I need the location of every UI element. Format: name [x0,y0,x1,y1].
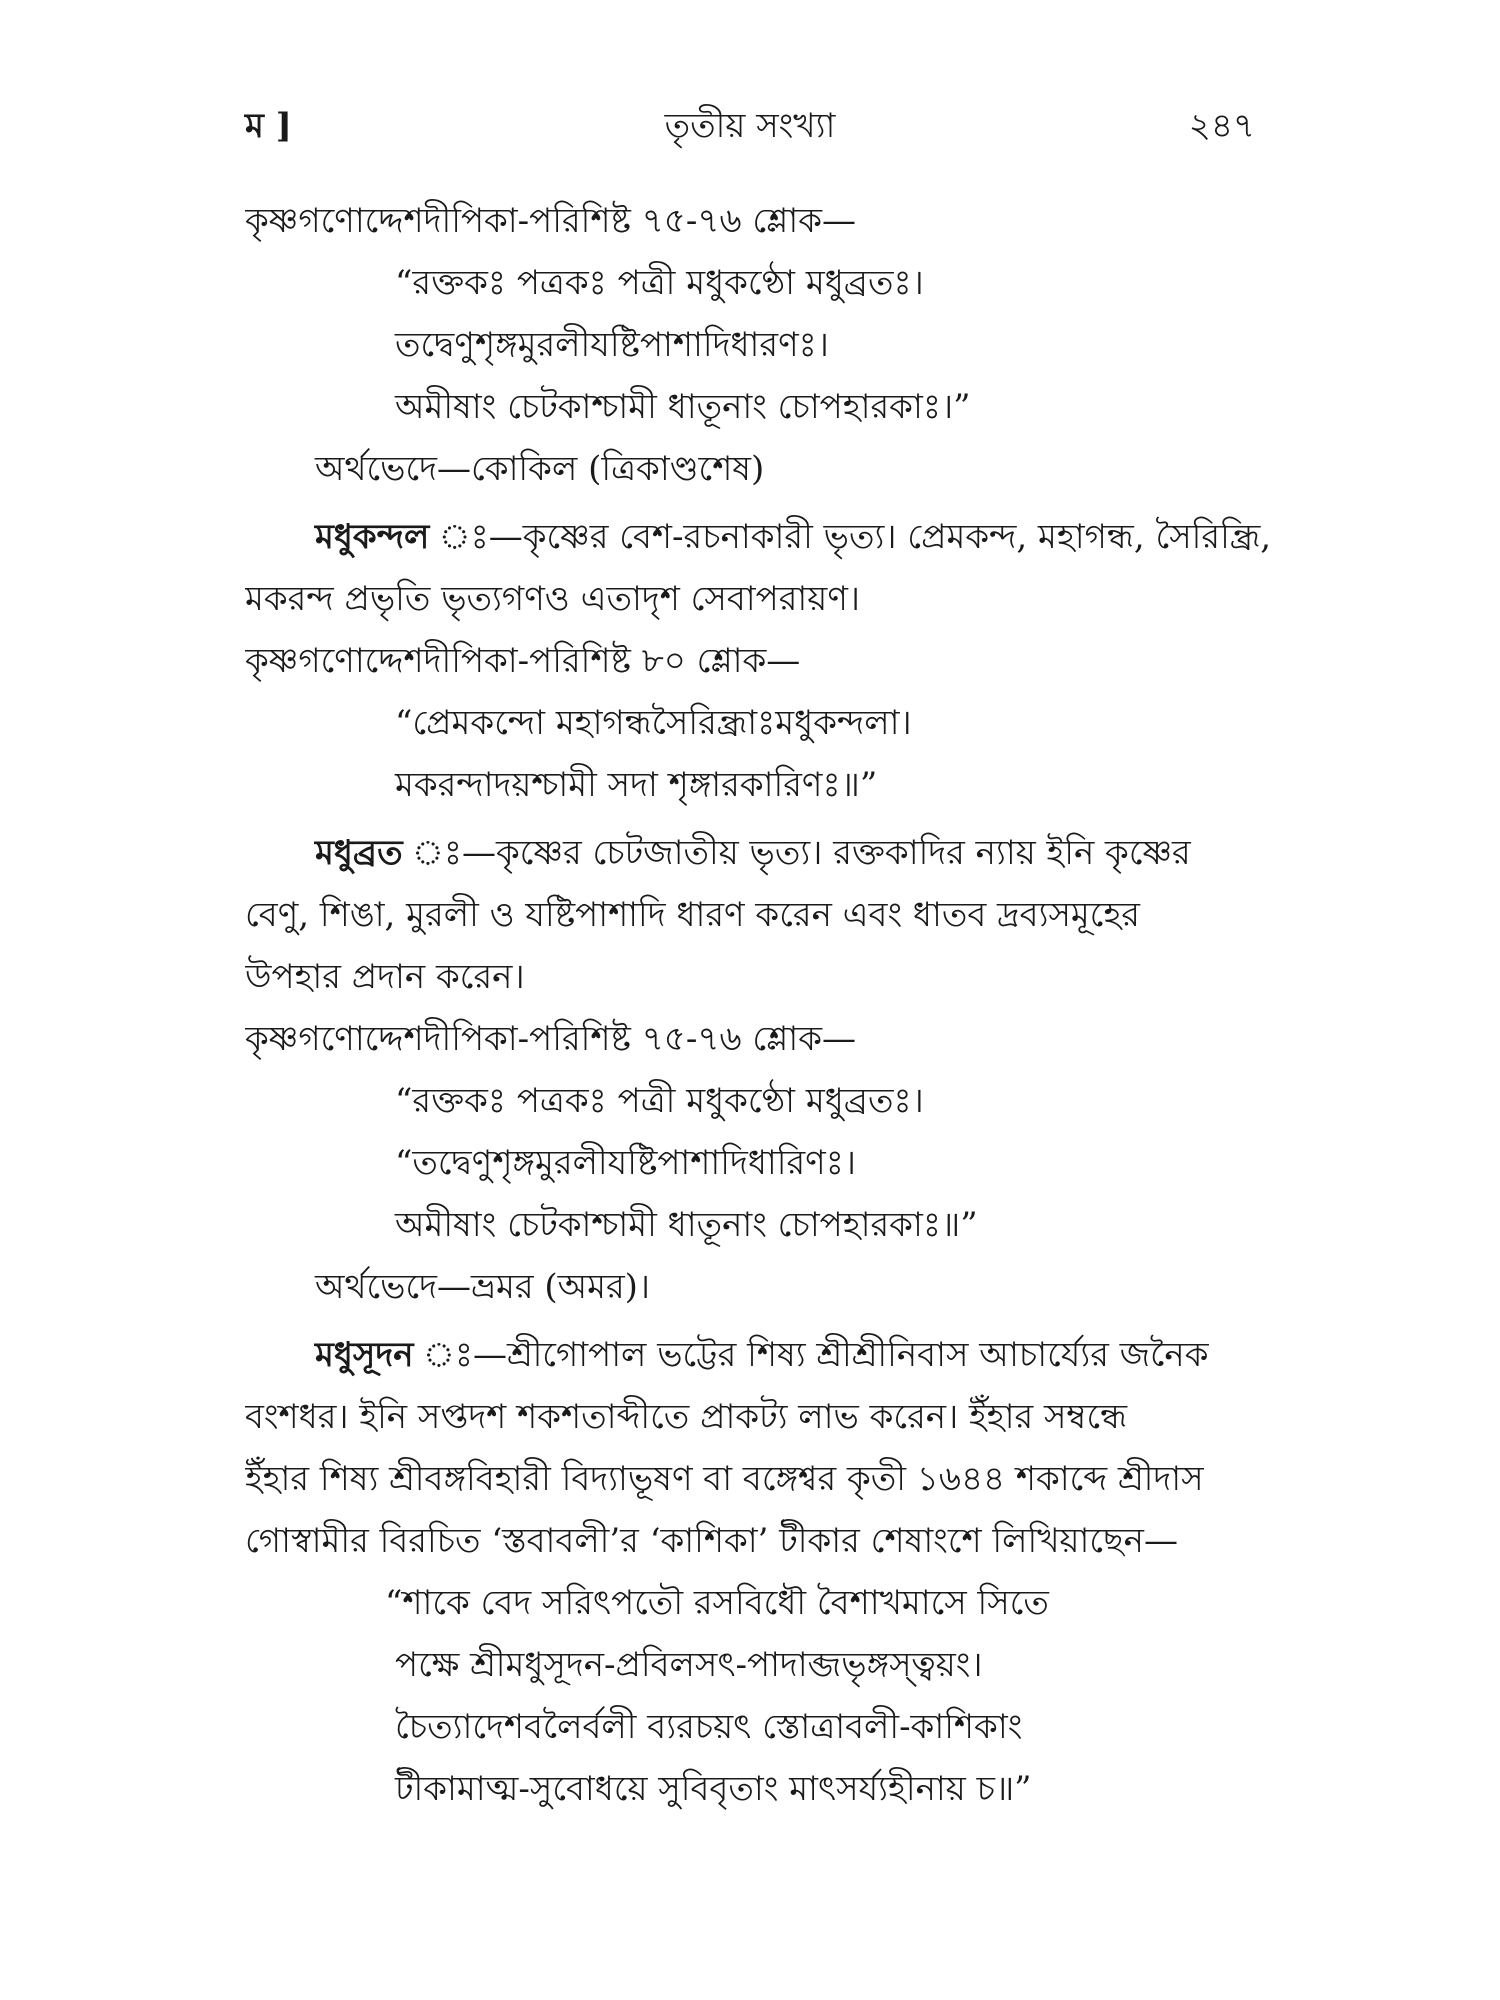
verse-line: পক্ষে শ্রীমধুসূদন-প্রবিলসৎ-পাদাব্জভৃঙ্গস্ত্বয়ং। [395,1645,983,1685]
entry-first-line [245,822,1275,884]
verse-line: “প্রেমকন্দো মহাগন্ধসৈরিন্ধ্রাঃমধুকন্দলা। [395,703,912,743]
verse-line: চৈত্যাদেশবলৈর্বলী ব্যরচয়ৎ স্তোত্রাবলী-কাশিকাং [395,1707,1023,1747]
entry-term: মধুব্রত [315,833,403,873]
verse-line: “রক্তকঃ পত্রকঃ পত্রী মধুকণ্ঠো মধুব্রতঃ। [395,1081,924,1121]
page-number: ২৪৭ [1188,106,1255,146]
entry-text-line: বেণু, শিঙা, মুরলী ও যষ্টিপাশাদি ধারণ করেন এবং ধাতব দ্রব্যসমূহের [245,895,1141,935]
entry-text-line: ইঁহার শিষ্য শ্রীবঙ্গবিহারী বিদ্যাভূষণ বা বঙ্গেশ্বর কৃতী ১৬৪৪ শকাব্দে শ্রীদাস [245,1459,1204,1499]
meaning-line: অর্থভেদে—ভ্রমর (অমর)। [315,1267,651,1307]
verse-line: অমীষাং চেটকাশ্চামী ধাতূনাং চোপহারকাঃ।” [395,387,971,427]
verse-line: তদ্বেণুশৃঙ্গমুরলীযষ্টিপাশাদিধারণঃ। [395,325,829,365]
verse-line: “তদ্বেণুশৃঙ্গমুরলীযষ্টিপাশাদিধারিণঃ। [395,1143,857,1183]
entry-text: ঃ—কৃষ্ণের চেটজাতীয় ভৃত্য। রক্তকাদির ন্যায় ইনি কৃষ্ণের [402,833,1191,873]
entry-first-line [245,1324,1275,1386]
header-left-mark: ম ] [245,106,292,146]
entry-text: ঃ—কৃষ্ণের বেশ-রচনাকারী ভৃত্য। প্রেমকন্দ, মহাগন্ধ, সৈরিন্ধ্রি, [429,517,1272,557]
verse-line: “শাকে বেদ সরিৎপতৌ রসবিধৌ বৈশাখমাসে সিতে [385,1583,1049,1623]
entry-first-line [245,506,1275,568]
entry-term: মধুসূদন [315,1335,414,1375]
reference-line: কৃষ্ণগণোদ্দেশদীপিকা-পরিশিষ্ট ৭৫-৭৬ শ্লোক— [245,201,857,241]
reference-line: কৃষ্ণগণোদ্দেশদীপিকা-পরিশিষ্ট ৭৫-৭৬ শ্লোক— [245,1019,857,1059]
page-header [245,100,1255,160]
running-title: তৃতীয় সংখ্যা [664,106,836,146]
entry-text-line: উপহার প্রদান করেন। [245,957,525,997]
verse-line: টীকামাত্ম-সুবোধয়ে সুবিবৃতাং মাৎসর্য্যহীনায় চ॥” [395,1769,1032,1809]
entry-text-line: মকরন্দ প্রভৃতি ভৃত্যগণও এতাদৃশ সেবাপরায়ণ। [245,579,861,619]
entry-text-line: গোস্বামীর বিরচিত ‘স্তবাবলী’র ‘কাশিকা’ টীকার শেষাংশে লিখিয়াছেন— [245,1521,1178,1561]
entry-text: ঃ—শ্রীগোপাল ভট্টের শিষ্য শ্রীশ্রীনিবাস আচার্য্যের জনৈক [413,1335,1209,1375]
verse-line: “রক্তকঃ পত্রকঃ পত্রী মধুকণ্ঠো মধুব্রতঃ। [395,263,924,303]
meaning-line: অর্থভেদে—কোকিল (ত্রিকাণ্ডশেষ) [315,449,765,489]
verse-line: অমীষাং চেটকাশ্চামী ধাতূনাং চোপহারকাঃ॥” [395,1205,978,1245]
verse-line: মকরন্দাদয়শ্চামী সদা শৃঙ্গারকারিণঃ॥” [395,765,878,805]
entry-term: মধুকন্দল [315,517,430,557]
entry-text-line: বংশধর। ইনি সপ্তদশ শকশতাব্দীতে প্রাকট্য লাভ করেন। ইঁহার সম্বন্ধে [245,1397,1128,1437]
page-body [245,190,1275,1820]
reference-line: কৃষ্ণগণোদ্দেশদীপিকা-পরিশিষ্ট ৮০ শ্লোক— [245,641,801,681]
